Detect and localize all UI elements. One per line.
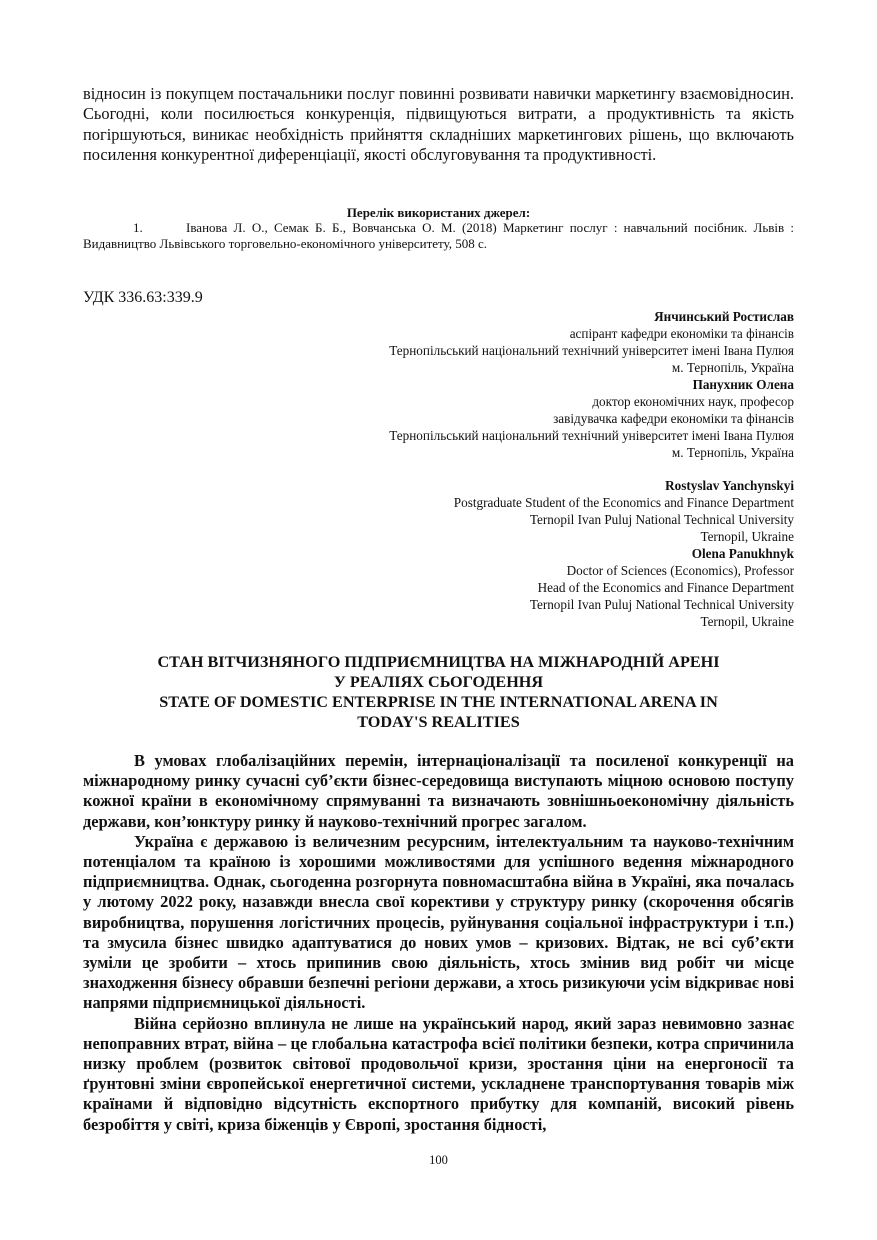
author-affiliation: Ternopil Ivan Puluj National Technical University	[529, 597, 794, 612]
reference-number: 1.	[133, 220, 143, 235]
authors-english	[454, 477, 794, 630]
author-name: Янчинський Ростислав	[654, 309, 794, 324]
author-location: м. Тернопіль, Україна	[671, 360, 794, 375]
author-affiliation: Тернопільський національний технічний університет імені Івана Пулюя	[389, 428, 794, 443]
reference-item	[83, 220, 794, 252]
author-position: завідувачка кафедри економіки та фінансів	[553, 411, 794, 426]
author-name: Olena Panukhnyk	[691, 546, 794, 561]
author-position: аспірант кафедри економіки та фінансів	[569, 326, 794, 341]
title-en-line: TODAY'S REALITIES	[357, 713, 520, 731]
title-ua-line: СТАН ВІТЧИЗНЯНОГО ПІДПРИЄМНИЦТВА НА МІЖНАРОДНІЙ АРЕНІ	[157, 653, 720, 671]
udk-code: УДК 336.63:339.9	[83, 289, 203, 306]
author-degree: доктор економічних наук, професор	[592, 394, 794, 409]
author-affiliation: Тернопільський національний технічний університет імені Івана Пулюя	[389, 343, 794, 358]
body-paragraph: Війна серйозно вплинула не лише на український народ, який зараз невимовно зазнає непоправних втрат, війна – це глобальна катастрофа всієї політики безпеки, котра спричинила низку проблем (розвиток світової продовольчої кризи, зростання ціни на енергоносії та ґрунтовні зміни європейської енергетичної системи, ускладнене транспортування товарів між країнами й відповідно відсутність експортного прибутку для компаній, високий рівень безробіття у світі, криза біженців у Європі, зростання бідності,	[83, 1013, 794, 1134]
author-name: Панухник Олена	[692, 377, 794, 392]
author-location: м. Тернопіль, Україна	[671, 445, 794, 460]
body-paragraph: В умовах глобалізаційних перемін, інтернаціоналізації та посиленої конкуренції на міжнародному ринку сучасні суб’єкти бізнес-середовища виступають міцною основою поступу кожної країни в економічному спрямуванні та визначають зовнішньоекономічну діяльність держави, кон’юнктуру ринку й науково-технічний прогрес загалом.	[83, 751, 794, 831]
references-title: Перелік використаних джерел:	[346, 205, 531, 220]
body-paragraph: Україна є державою із величезним ресурсним, інтелектуальним та науково-технічним потенціалом та країною із хорошими можливостями для успішного ведення міжнародного підприємництва. Однак, сьогоденна розгорнута повномасштабна війна в Україні, яка почалась у лютому 2022 року, назавжди внесла свої корективи у структуру ринку (скорочення обсягів виробництва, порушення логістичних процесів, руйнування соціальної інфраструктури і т.п.) та змусила бізнес швидко адаптуватися до нових умов – кризових. Відтак, не всі суб’єкти зуміли це зробити – хтось припинив свою діяльність, хтось змінив вид робіт чи місце знаходження бізнесу обравши безпечні регіони держави, а хтось ризикуючи усім відкриває нові напрями підприємницької діяльності.	[83, 831, 794, 1013]
author-name: Rostyslav Yanchynskyi	[665, 478, 794, 493]
author-location: Ternopil, Ukraine	[700, 614, 794, 629]
article-title	[83, 652, 794, 732]
authors-ukrainian	[389, 308, 794, 461]
author-degree: Doctor of Sciences (Economics), Professor	[566, 563, 794, 578]
author-position: Postgraduate Student of the Economics and Finance Department	[453, 495, 794, 510]
page-number: 100	[429, 1153, 448, 1167]
intro-paragraph: відносин із покупцем постачальники послуг повинні розвивати навички маркетингу взаємовідносин. Сьогодні, коли посилюється конкуренція, підвищуються витрати, а продуктивність та якість погіршуються, виникає необхідність прийняття складніших маркетингових рішень, що включають посилення конкурентної диференціації, якості обслуговування та продуктивності.	[83, 84, 794, 164]
article-body	[83, 751, 794, 1135]
author-location: Ternopil, Ukraine	[700, 529, 794, 544]
title-ua-line: У РЕАЛІЯХ СЬОГОДЕННЯ	[333, 673, 544, 691]
reference-text: Іванова Л. О., Семак Б. Б., Вовчанська О. М. (2018) Маркетинг послуг : навчальний посібник. Львів : Видавництво Львівського торговельно-економічного університету, 508 с.	[83, 220, 794, 251]
author-affiliation: Ternopil Ivan Puluj National Technical University	[529, 512, 794, 527]
author-position: Head of the Economics and Finance Department	[537, 580, 794, 595]
title-en-line: STATE OF DOMESTIC ENTERPRISE IN THE INTERNATIONAL ARENA IN	[159, 693, 718, 711]
